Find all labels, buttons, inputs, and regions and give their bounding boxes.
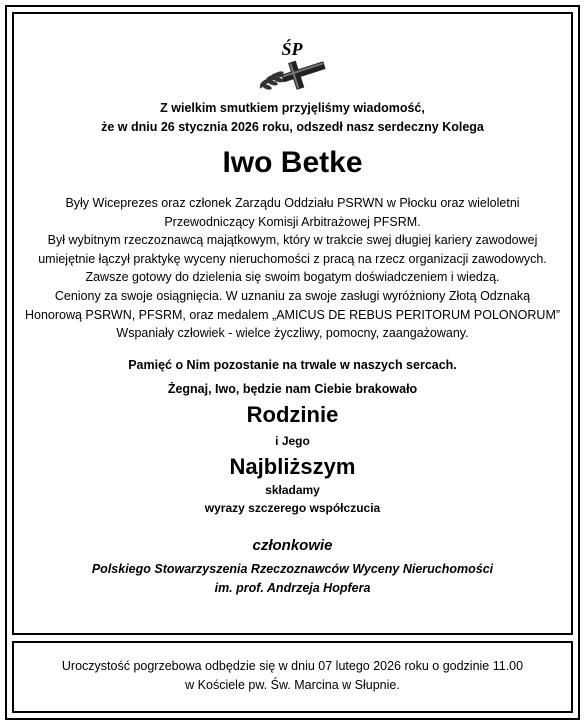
bio-line: Ceniony za swoje osiągnięcia. W uznaniu za swoje zasługi wyróżniony Złotą Odznaką [54, 288, 531, 303]
funeral-line: Uroczystość pogrzebowa odbędzie się w dniu 07 lutego 2026 roku o godzinie 11.00 [61, 659, 524, 673]
bio-line: Był wybitnym rzeczoznawcą majątkowym, który w trakcie swej długiej kariery zawodowej [47, 233, 538, 248]
deceased-name: Iwo Betke [222, 146, 363, 179]
memory-statement: Pamięć o Nim pozostanie na trwale w naszych sercach. [128, 358, 457, 372]
sp-monogram: ŚP [281, 39, 303, 59]
bio-line: Przewodniczący Komisji Arbitrażowej PFSRM. [164, 214, 421, 229]
funeral-details [14, 657, 571, 695]
condolence-recipient-relatives: Najbliższym [229, 454, 356, 479]
signature-organization [22, 560, 563, 598]
cross-with-laurel-icon [252, 36, 332, 94]
condolence-recipient-family: Rodzinie [246, 402, 339, 427]
bio-line: Wspaniały człowiek - wielce życzliwy, pomocny, zaangażowany. [116, 326, 469, 341]
bio-line: Zawsze gotowy do dzielenia się swoim bogatym doświadczeniem i wiedzą. [85, 270, 500, 285]
bio-line: Były Wiceprezes oraz członek Zarządu Oddziału PSRWN w Płocku oraz wieloletni [65, 196, 520, 210]
signature-members: członkowie [252, 537, 333, 554]
intro-line: Z wielkim smutkiem przyjęliśmy wiadomość, [160, 101, 425, 115]
farewell-statement: Żegnaj, Iwo, będzie nam Ciebie brakowało [167, 382, 418, 396]
announcement-intro [22, 99, 563, 137]
condolence-verb: składamy [265, 483, 320, 497]
funeral-line: w Kościele pw. Św. Marcina w Słupnie. [185, 678, 400, 692]
condolence-phrase: wyrazy szczerego współczucia [204, 501, 381, 515]
org-line: im. prof. Andrzeja Hopfera [214, 581, 371, 595]
bio-line: Honorową PSRWN, PFSRM, oraz medalem „AMICUS DE REBUS PERITORUM POLONORUM” [24, 307, 561, 322]
bio-line: umiejętnie łączył praktykę wyceny nieruchomości z pracą na rzecz organizacji zawodowych. [38, 251, 547, 266]
org-line: Polskiego Stowarzyszenia Rzeczoznawców Wyceny Nieruchomości [91, 562, 494, 576]
condolence-conjunction: i Jego [275, 434, 310, 448]
intro-line: że w dniu 26 stycznia 2026 roku, odszedł nasz serdeczny Kolega [101, 120, 484, 134]
biography [22, 194, 563, 343]
